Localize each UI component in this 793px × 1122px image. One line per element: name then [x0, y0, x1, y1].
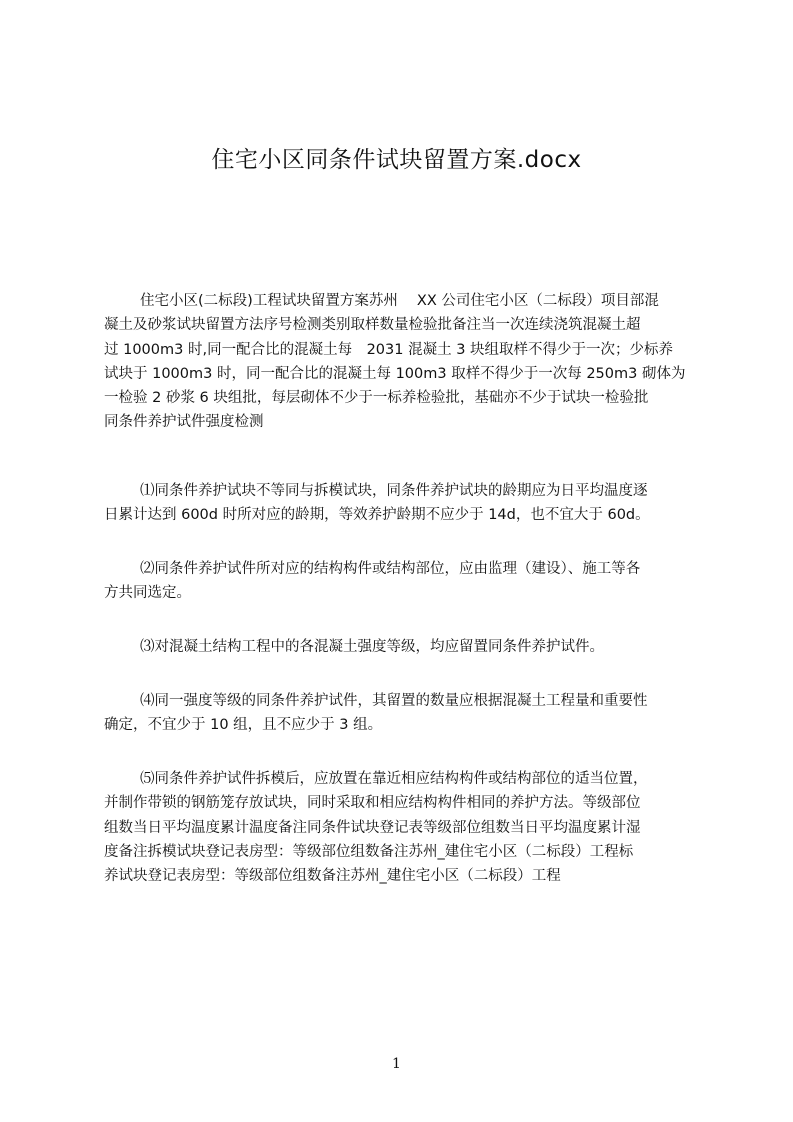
intro-line: 同条件养护试件强度检测: [104, 414, 264, 431]
item-1-line: ⑴同条件养护试块不等同与拆模试块，同条件养护试块的龄期应为日平均温度逐: [140, 483, 648, 499]
item-3-line: ⑶对混凝土结构工程中的各混凝土强度等级，均应留置同条件养护试件。: [140, 639, 604, 655]
intro-line: 一检验 2 砂浆 6 块组批，每层砌体不少于一标养检验批，基础亦不少于试块一检验批: [104, 390, 649, 407]
item-2-line: 方共同选定。: [104, 585, 191, 602]
item-4-paragraph: [104, 689, 709, 738]
item-1-line: 日累计达到 600d 时所对应的龄期，等效养护龄期不应少于 14d，也不宜大于 60d。: [104, 507, 650, 524]
intro-line: 试块于 1000m3 时，同一配合比的混凝土每 100m3 取样不得少于一次每 250m3 砌体为: [104, 365, 686, 382]
page-number: 1: [392, 1056, 401, 1072]
intro-paragraph: [104, 289, 709, 435]
intro-line: 住宅小区(二标段)工程试块留置方案苏州 XX 公司住宅小区（二标段）项目部混: [140, 293, 659, 309]
item-1-paragraph: [104, 479, 709, 528]
item-2-paragraph: [104, 557, 709, 606]
intro-line: 凝土及砂浆试块留置方法序号检测类别取样数量检验批备注当一次连续浇筑混凝土超: [104, 317, 641, 334]
item-4-line: ⑷同一强度等级的同条件养护试件，其留置的数量应根据混凝土工程量和重要性: [140, 693, 648, 709]
item-2-line: ⑵同条件养护试件所对应的结构构件或结构部位，应由监理（建设）、施工等各: [140, 561, 641, 577]
intro-line: 过 1000m3 时,同一配合比的混凝土每 2031 混凝土 3 块组取样不得少于一次；少标养: [104, 341, 674, 358]
item-5-line: 度备注拆模试块登记表房型：等级部位组数备注苏州_建住宅小区（二标段）工程标: [104, 843, 634, 860]
item-5-line: 并制作带锁的钢筋笼存放试块，同时采取和相应结构构件相同的养护方法。等级部位: [104, 795, 641, 812]
item-5-line: 组数当日平均温度累计温度备注同条件试块登记表等级部位组数当日平均温度累计湿: [104, 819, 641, 836]
item-5-line: 养试块登记表房型：等级部位组数备注苏州_建住宅小区（二标段）工程: [104, 868, 561, 885]
item-4-line: 确定，不宜少于 10 组，且不应少于 3 组。: [104, 717, 383, 734]
document-title: 住宅小区同条件试块留置方案.docx: [211, 147, 582, 173]
item-3-paragraph: [104, 635, 709, 659]
item-5-line: ⑸同条件养护试件拆模后，应放置在靠近相应结构构件或结构部位的适当位置，: [140, 771, 648, 787]
item-5-paragraph: [104, 767, 709, 888]
